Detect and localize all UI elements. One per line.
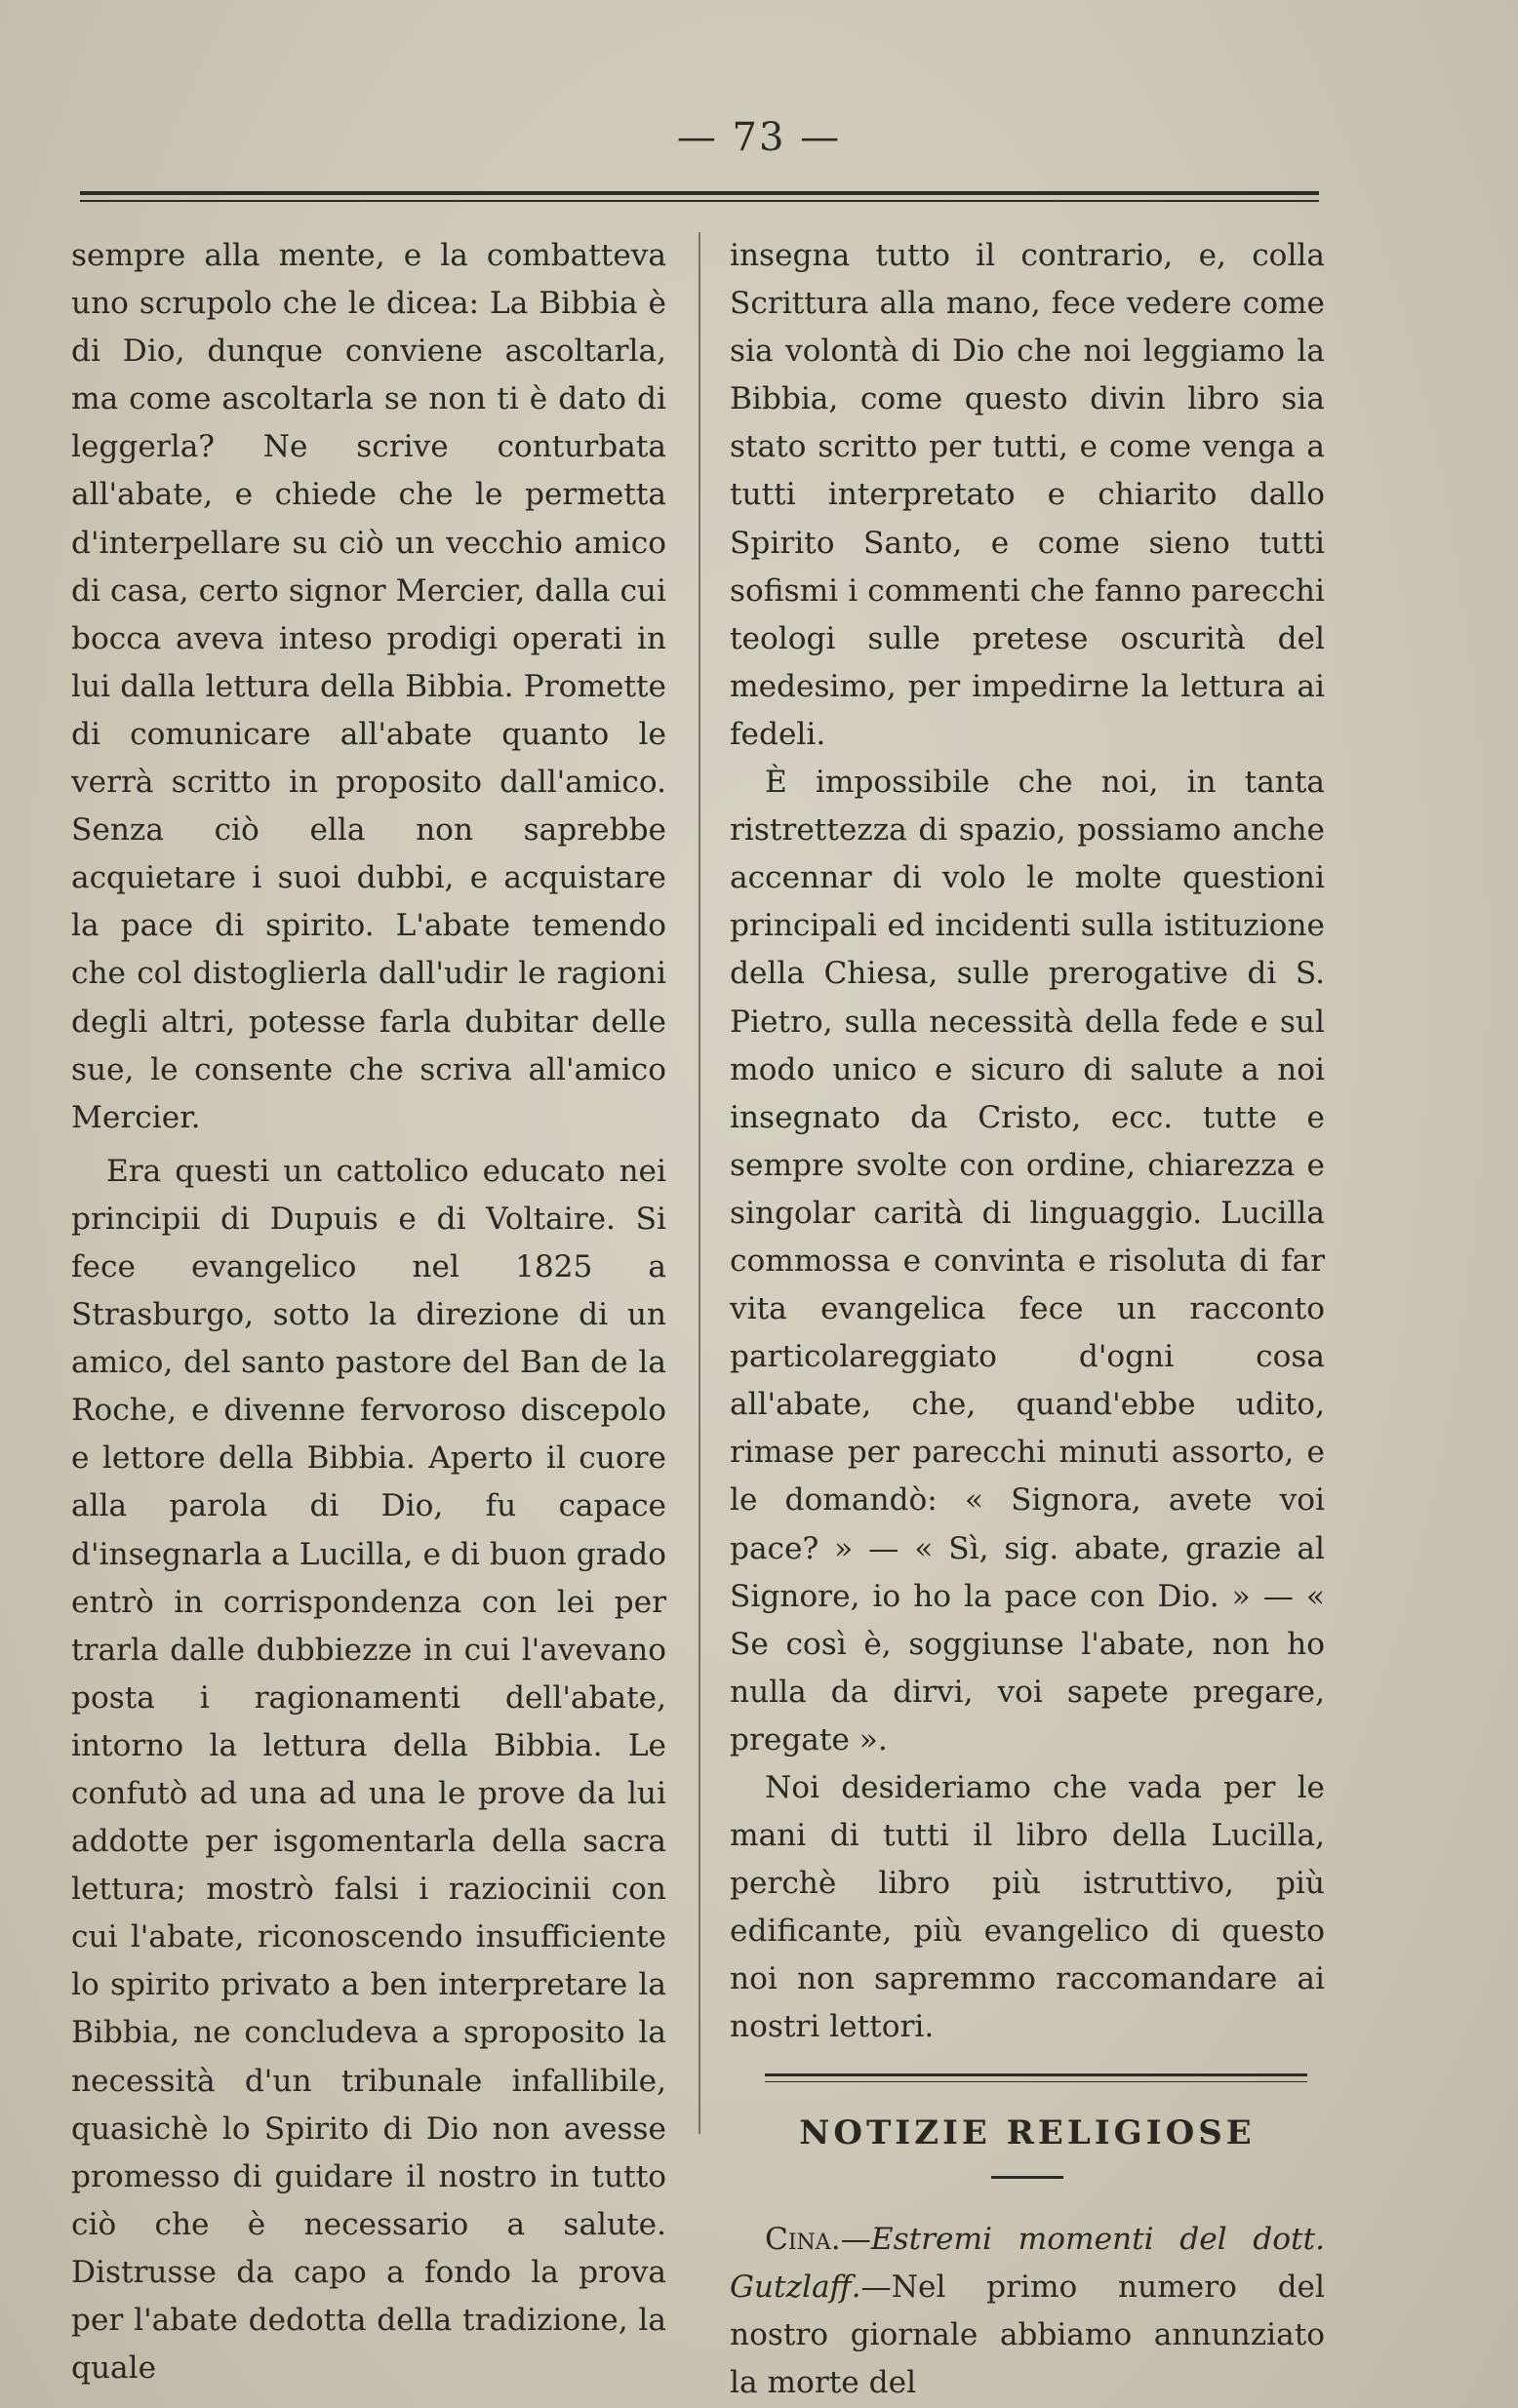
right-paragraph-1: insegna tutto il contrario, e, colla Scrittura alla mano, fece vedere come sia volontà di Dio che noi leggiamo la Bibbia, come questo divin libro sia stato scritto per tutti, e come venga a tutti interpretato e chiarito dallo Spirito Santo, e come sieno tutti sofismi i commenti che fanno parecchi teologi sulle pretese oscurità del medesimo, per impedirne la lettura ai fedeli. xyxy=(730,238,1325,752)
section-rule-thick xyxy=(765,2073,1307,2076)
news-dash-2: — xyxy=(860,2269,892,2305)
news-title: Estremi momenti del dott. Gutzlaff. xyxy=(730,2221,1325,2305)
left-column xyxy=(71,232,666,2392)
column-divider xyxy=(699,232,700,2134)
section-heading: NOTIZIE RELIGIOSE xyxy=(799,2112,1256,2152)
right-column xyxy=(730,232,1325,2407)
section-short-rule xyxy=(991,2176,1063,2179)
right-paragraph-2: È impossibile che noi, in tanta ristrettezza di spazio, possiamo anche accennar di volo le molte questioni principali ed incidenti sulla istituzione della Chiesa, sulle prerogative di S. Pietro, sulla necessità della fede e sul modo unico e sicuro di salute a noi insegnato da Cristo, ecc. tutte e sempre svolte con ordine, chiarezza e singolar carità di linguaggio. Lucilla commossa e convinta e risoluta di far vita evangelica fece un racconto particolareggiato d'ogni cosa all'abate, che, quand'ebbe udito, rimase per parecchi minuti assorto, e le domandò: « Signora, avete voi pace? » — « Sì, sig. abate, grazie al Signore, io ho la pace con Dio. » — « Se così è, soggiunse l'abate, non ho nulla da dirvi, voi sapete pregare, pregate ». xyxy=(730,765,1325,1757)
news-place: Cina. xyxy=(765,2221,841,2257)
right-paragraph-3: Noi desideriamo che vada per le mani di tutti il libro della Lucilla, perchè libro più istruttivo, più edificante, più evangelico di questo noi non sapremmo raccomandare ai nostri lettori. xyxy=(730,1770,1325,2045)
news-item xyxy=(730,2216,1325,2407)
left-paragraph-2: Era questi un cattolico educato nei principii di Dupuis e di Voltaire. Si fece evangelico nel 1825 a Strasburgo, sotto la direzione di un amico, del santo pastore del Ban de la Roche, e divenne fervoroso discepolo e lettore della Bibbia. Aperto il cuore alla parola di Dio, fu capace d'insegnarla a Lucilla, e di buon grado entrò in corrispondenza con lei per trarla dalle dubbiezze in cui l'avevano posta i ragionamenti dell'abate, intorno la lettura della Bibbia. Le confutò ad una ad una le prove da lui addotte per isgomentarla della sacra lettura; mostrò falsi i raziocinii con cui l'abate, riconoscendo insufficiente lo spirito privato a ben interpretare la Bibbia, ne concludeva a sproposito la necessità d'un tribunale infallibile, quasichè lo Spirito di Dio non avesse promesso di guidare il nostro in tutto ciò che è necessario a salute. Distrusse da capo a fondo la prova per l'abate dedotta della tradizione, la quale xyxy=(71,1153,666,2387)
news-dash-1: — xyxy=(840,2221,871,2257)
page-number: — 73 — xyxy=(676,115,842,160)
header-rule-thin xyxy=(80,200,1319,202)
header-rule-thick xyxy=(80,191,1319,195)
section-rule-thin xyxy=(765,2081,1307,2082)
news-text: Nel primo numero del nostro giornale abbiamo annunziato la morte del xyxy=(730,2269,1325,2400)
left-paragraph-1: sempre alla mente, e la combatteva uno scrupolo che le dicea: La Bibbia è di Dio, dunque conviene ascoltarla, ma come ascoltarla se non ti è dato di leggerla? Ne scrive conturbata all'abate, e chiede che le permetta d'interpellare su ciò un vecchio amico di casa, certo signor Mercier, dalla cui bocca aveva inteso prodigi operati in lui dalla lettura della Bibbia. Promette di comunicare all'abate quanto le verrà scritto in proposito dall'amico. Senza ciò ella non saprebbe acquietare i suoi dubbi, e acquistare la pace di spirito. L'abate temendo che col distoglierla dall'udir le ragioni degli altri, potesse farla dubitar delle sue, le consente che scriva all'amico Mercier. xyxy=(71,238,666,1135)
